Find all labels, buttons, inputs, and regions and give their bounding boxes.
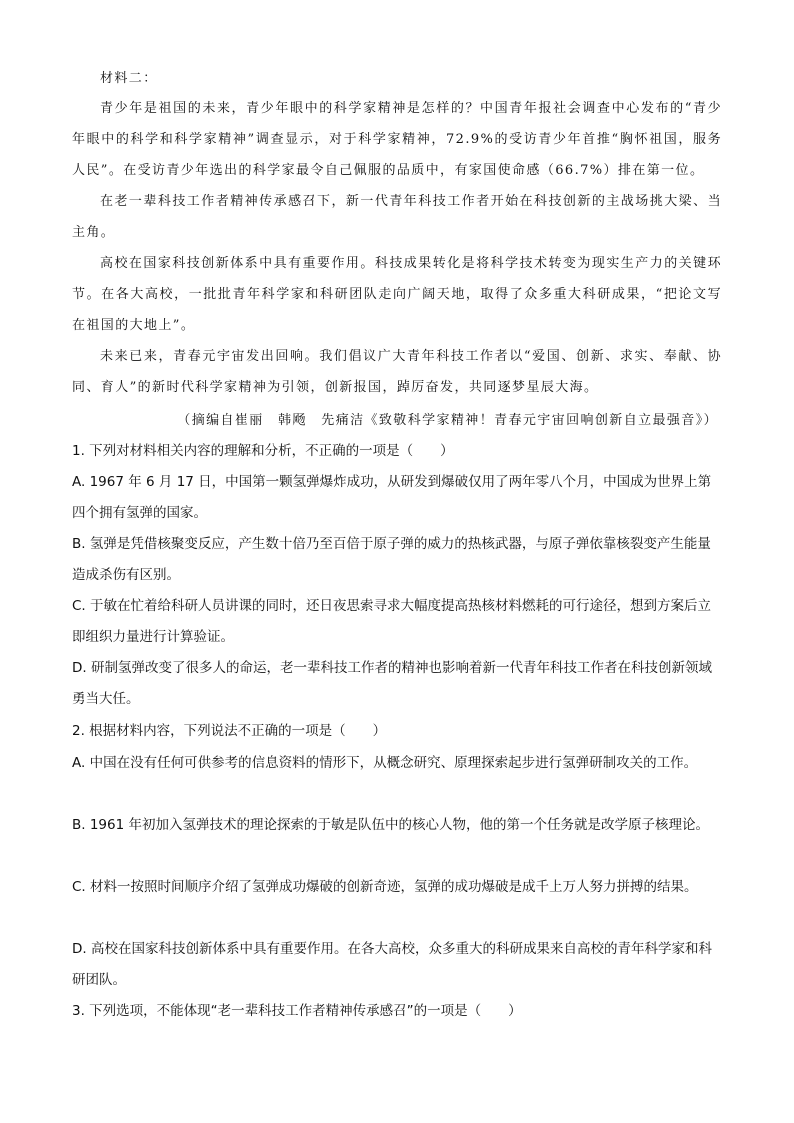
material-paragraph-4: 未来已来，青春元宇宙发出回响。我们倡议广大青年科技工作者以“爱国、创新、求实、奉献、协同、育人”的新时代科学家精神为引领，创新报国，踔厉奋发，共同逐梦星辰大海。 bbox=[72, 349, 722, 395]
material-source: （摘编自崔丽 韩飏 先痛洁《致敬科学家精神！青春元宇宙回响创新自立最强音》） bbox=[177, 413, 718, 428]
question-1-option-d: D. 研制氢弹改变了很多人的命运，老一辈科技工作者的精神也影响着新一代青年科技工作者在科技创新领域勇当大任。 bbox=[72, 660, 712, 707]
question-1-option-b: B. 氢弹是凭借核聚变反应，产生数十倍乃至百倍于原子弹的威力的热核武器，与原子弹依靠核裂变产生能量造成杀伤有区别。 bbox=[72, 536, 711, 583]
material-paragraph-1: 青少年是祖国的未来，青少年眼中的科学家精神是怎样的？中国青年报社会调查中心发布的“青少年眼中的科学和科学家精神”调查显示，对于科学家精神，72.9%的受访青少年首推“胸怀祖国，服务人民”。在受访青少年选出的科学家最令自己佩服的品质中，有家国使命感（66.7%）排在第一位。 bbox=[72, 101, 722, 178]
question-1-option-c: C. 于敏在忙着给科研人员讲课的同时，还日夜思索寻求大幅度提高热核材料燃耗的可行途径，想到方案后立即组织力量进行计算验证。 bbox=[72, 598, 712, 645]
question-3-stem: 3. 下列选项，不能体现“老一辈科技工作者精神传承感召”的一项是（ ） bbox=[72, 1003, 522, 1019]
question-2-option-d: D. 高校在国家科技创新体系中具有重要作用。在各大高校，众多重大的科研成果来自高校的青年科学家和科研团队。 bbox=[72, 941, 712, 988]
question-2-option-a: A. 中国在没有任何可供参考的信息资料的情形下，从概念研究、原理探索起步进行氢弹研制攻关的工作。 bbox=[72, 755, 698, 771]
question-2-stem: 2. 根据材料内容，下列说法不正确的一项是（ ） bbox=[72, 723, 387, 739]
question-2-option-c: C. 材料一按照时间顺序介绍了氢弹成功爆破的创新奇迹，氢弹的成功爆破是成千上万人努力拼搏的结果。 bbox=[72, 879, 698, 895]
material-paragraph-2: 在老一辈科技工作者精神传承感召下，新一代青年科技工作者开始在科技创新的主战场挑大梁、当主角。 bbox=[72, 194, 722, 240]
question-1-option-a: A. 1967 年 6 月 17 日，中国第一颗氢弹爆炸成功，从研发到爆破仅用了两年零八个月，中国成为世界上第四个拥有氢弹的国家。 bbox=[72, 474, 712, 521]
question-1-stem: 1. 下列对材料相关内容的理解和分析，不正确的一项是（ ） bbox=[72, 443, 454, 459]
material-paragraph-3: 高校在国家科技创新体系中具有重要作用。科技成果转化是将科学技术转变为现实生产力的关键环节。在各大高校，一批批青年科学家和科研团队走向广阔天地，取得了众多重大科研成果，“把论文写在祖国的大地上”。 bbox=[72, 256, 722, 333]
material-heading: 材料二： bbox=[100, 71, 158, 86]
question-2-option-b: B. 1961 年初加入氢弹技术的理论探索的于敏是队伍中的核心人物，他的第一个任务就是改学原子核理论。 bbox=[72, 817, 709, 833]
